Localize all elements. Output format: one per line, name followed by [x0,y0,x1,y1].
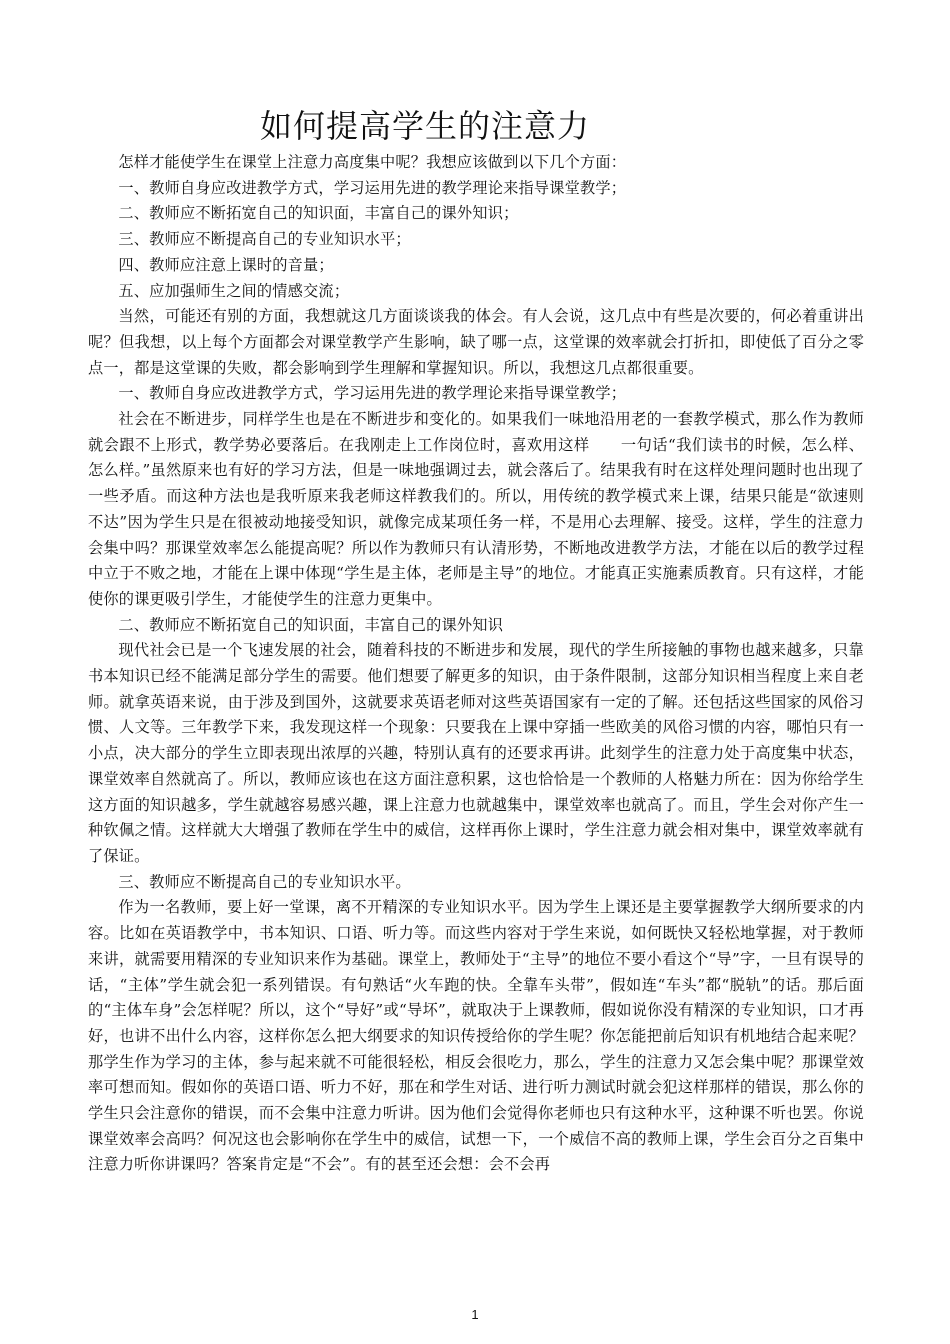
section-body-3: 作为一名教师，要上好一堂课，离不开精深的专业知识水平。因为学生上课还是主要掌握教学大纲所要求的内容。比如在英语教学中，书本知识、口语、听力等。而这些内容对于学生来说，如何既快又轻松地掌握，对于教师来讲，就需要用精深的专业知识来作为基础。课堂上，教师处于“主导”的地位不要小看这个“导”字，一旦有误导的话，“主体”学生就会犯一系列错误。有句熟话“火车跑的快。全靠车头带”，假如连“车头”都“脱轨”的话。那后面的“主体车身”会怎样呢？所以，这个“导好”或“导坏”，就取决于上课教师，假如说你没有精深的专业知识，口才再好，也讲不出什么内容，这样你怎么把大纲要求的知识传授给你的学生呢？你怎能把前后知识有机地结合起来呢？那学生作为学习的主体，参与起来就不可能很轻松，相反会很吃力，那么，学生的注意力又怎会集中呢？那课堂效率可想而知。假如你的英语口语、听力不好，那在和学生对话、进行听力测试时就会犯这样那样的错误，那么你的学生只会注意你的错误，而不会集中注意力听讲。因为他们会觉得你老师也只有这种水平，这种课不听也罢。你说课堂效率会高吗？何况这也会影响你在学生中的威信，试想一下，一个威信不高的教师上课，学生会百分之百集中注意力听你讲课吗？答案肯定是“不会”。有的甚至还会想：会不会再 [88,898,864,1174]
section-body-1: 社会在不断进步，同样学生也是在不断进步和变化的。如果我们一味地沿用老的一套教学模式，那么作为教师就会跟不上形式，教学势必要落后。在我刚走上工作岗位时，喜欢用这样 一句话“我们读书的时候，怎么样、怎么样。”虽然原来也有好的学习方法，但是一味地强调过去，就会落后了。结果我有时在这样处理问题时也出现了一些矛盾。而这种方法也是我听原来我老师这样教我们的。所以，用传统的教学模式来上课，结果只能是“欲速则不达”因为学生只是在很被动地接受知识，就像完成某项任务一样，不是用心去理解、接受。这样，学生的注意力会集中吗？那课堂效率怎么能提高呢？所以作为教师只有认清形势，不断地改进教学方法，才能在以后的教学过程中立于不败之地，才能在上课中体现“学生是主体，老师是主导”的地位。才能真正实施素质教育。只有这样，才能使你的课更吸引学生，才能使学生的注意力更集中。 [88,410,864,608]
section-heading-3: 三、教师应不断提高自己的专业知识水平。 [118,872,411,891]
section-heading-1: 一、教师自身应改进教学方式，学习运用先进的教学理论来指导课堂教学； [118,384,627,403]
section-heading-2: 二、教师应不断拓宽自己的知识面，丰富自己的课外知识 [118,615,504,634]
paragraph-intro: 怎样才能使学生在课堂上注意力高度集中呢？我想应该做到以下几个方面： [118,153,627,171]
paragraph-point-2: 二、教师应不断拓宽自己的知识面，丰富自己的课外知识； [118,204,519,223]
paragraph-point-5: 五、应加强师生之间的情感交流； [118,281,350,300]
paragraph-overview: 当然，可能还有别的方面，我想就这几方面谈谈我的体会。有人会说，这几点中有些是次要的，何必着重讲出呢？但我想，以上每个方面都会对课堂教学产生影响，缺了哪一点，这堂课的效率就会打折扣，即使低了百分之零点一，都是这堂课的失败，都会影响到学生理解和掌握知识。所以，我想这几点都很重要。 [88,307,864,377]
page-number: 1 [471,1307,479,1322]
paragraph-point-1: 一、教师自身应改进教学方式，学习运用先进的教学理论来指导课堂教学； [118,178,627,197]
section-body-2: 现代社会已是一个飞速发展的社会，随着科技的不断进步和发展，现代的学生所接触的事物也越来越多，只靠书本知识已经不能满足部分学生的需要。他们想要了解更多的知识，由于条件限制，这部分知识相当程度上来自老师。就拿英语来说，由于涉及到国外，这就要求英语老师对这些英语国家有一定的了解。还包括这些国家的风俗习惯、人文等。三年教学下来，我发现这样一个现象：只要我在上课中穿插一些欧美的风俗习惯的内容，哪怕只有一小点，决大部分的学生立即表现出浓厚的兴趣，特别认真有的还要求再讲。此刻学生的注意力处于高度集中状态，课堂效率自然就高了。所以，教师应该也在这方面注意积累，这也恰恰是一个教师的人格魅力所在：因为你给学生这方面的知识越多，学生就越容易感兴趣，课上注意力也就越集中，课堂效率也就高了。而且，学生会对你产生一种钦佩之情。这样就大大增强了教师在学生中的威信，这样再你上课时，学生注意力就会相对集中，课堂效率就有了保证。 [88,641,864,865]
paragraph-point-4: 四、教师应注意上课时的音量； [118,255,334,274]
document-body [88,150,864,1178]
document-title: 如何提高学生的注意力 [259,107,590,145]
paragraph-point-3: 三、教师应不断提高自己的专业知识水平； [118,230,411,249]
